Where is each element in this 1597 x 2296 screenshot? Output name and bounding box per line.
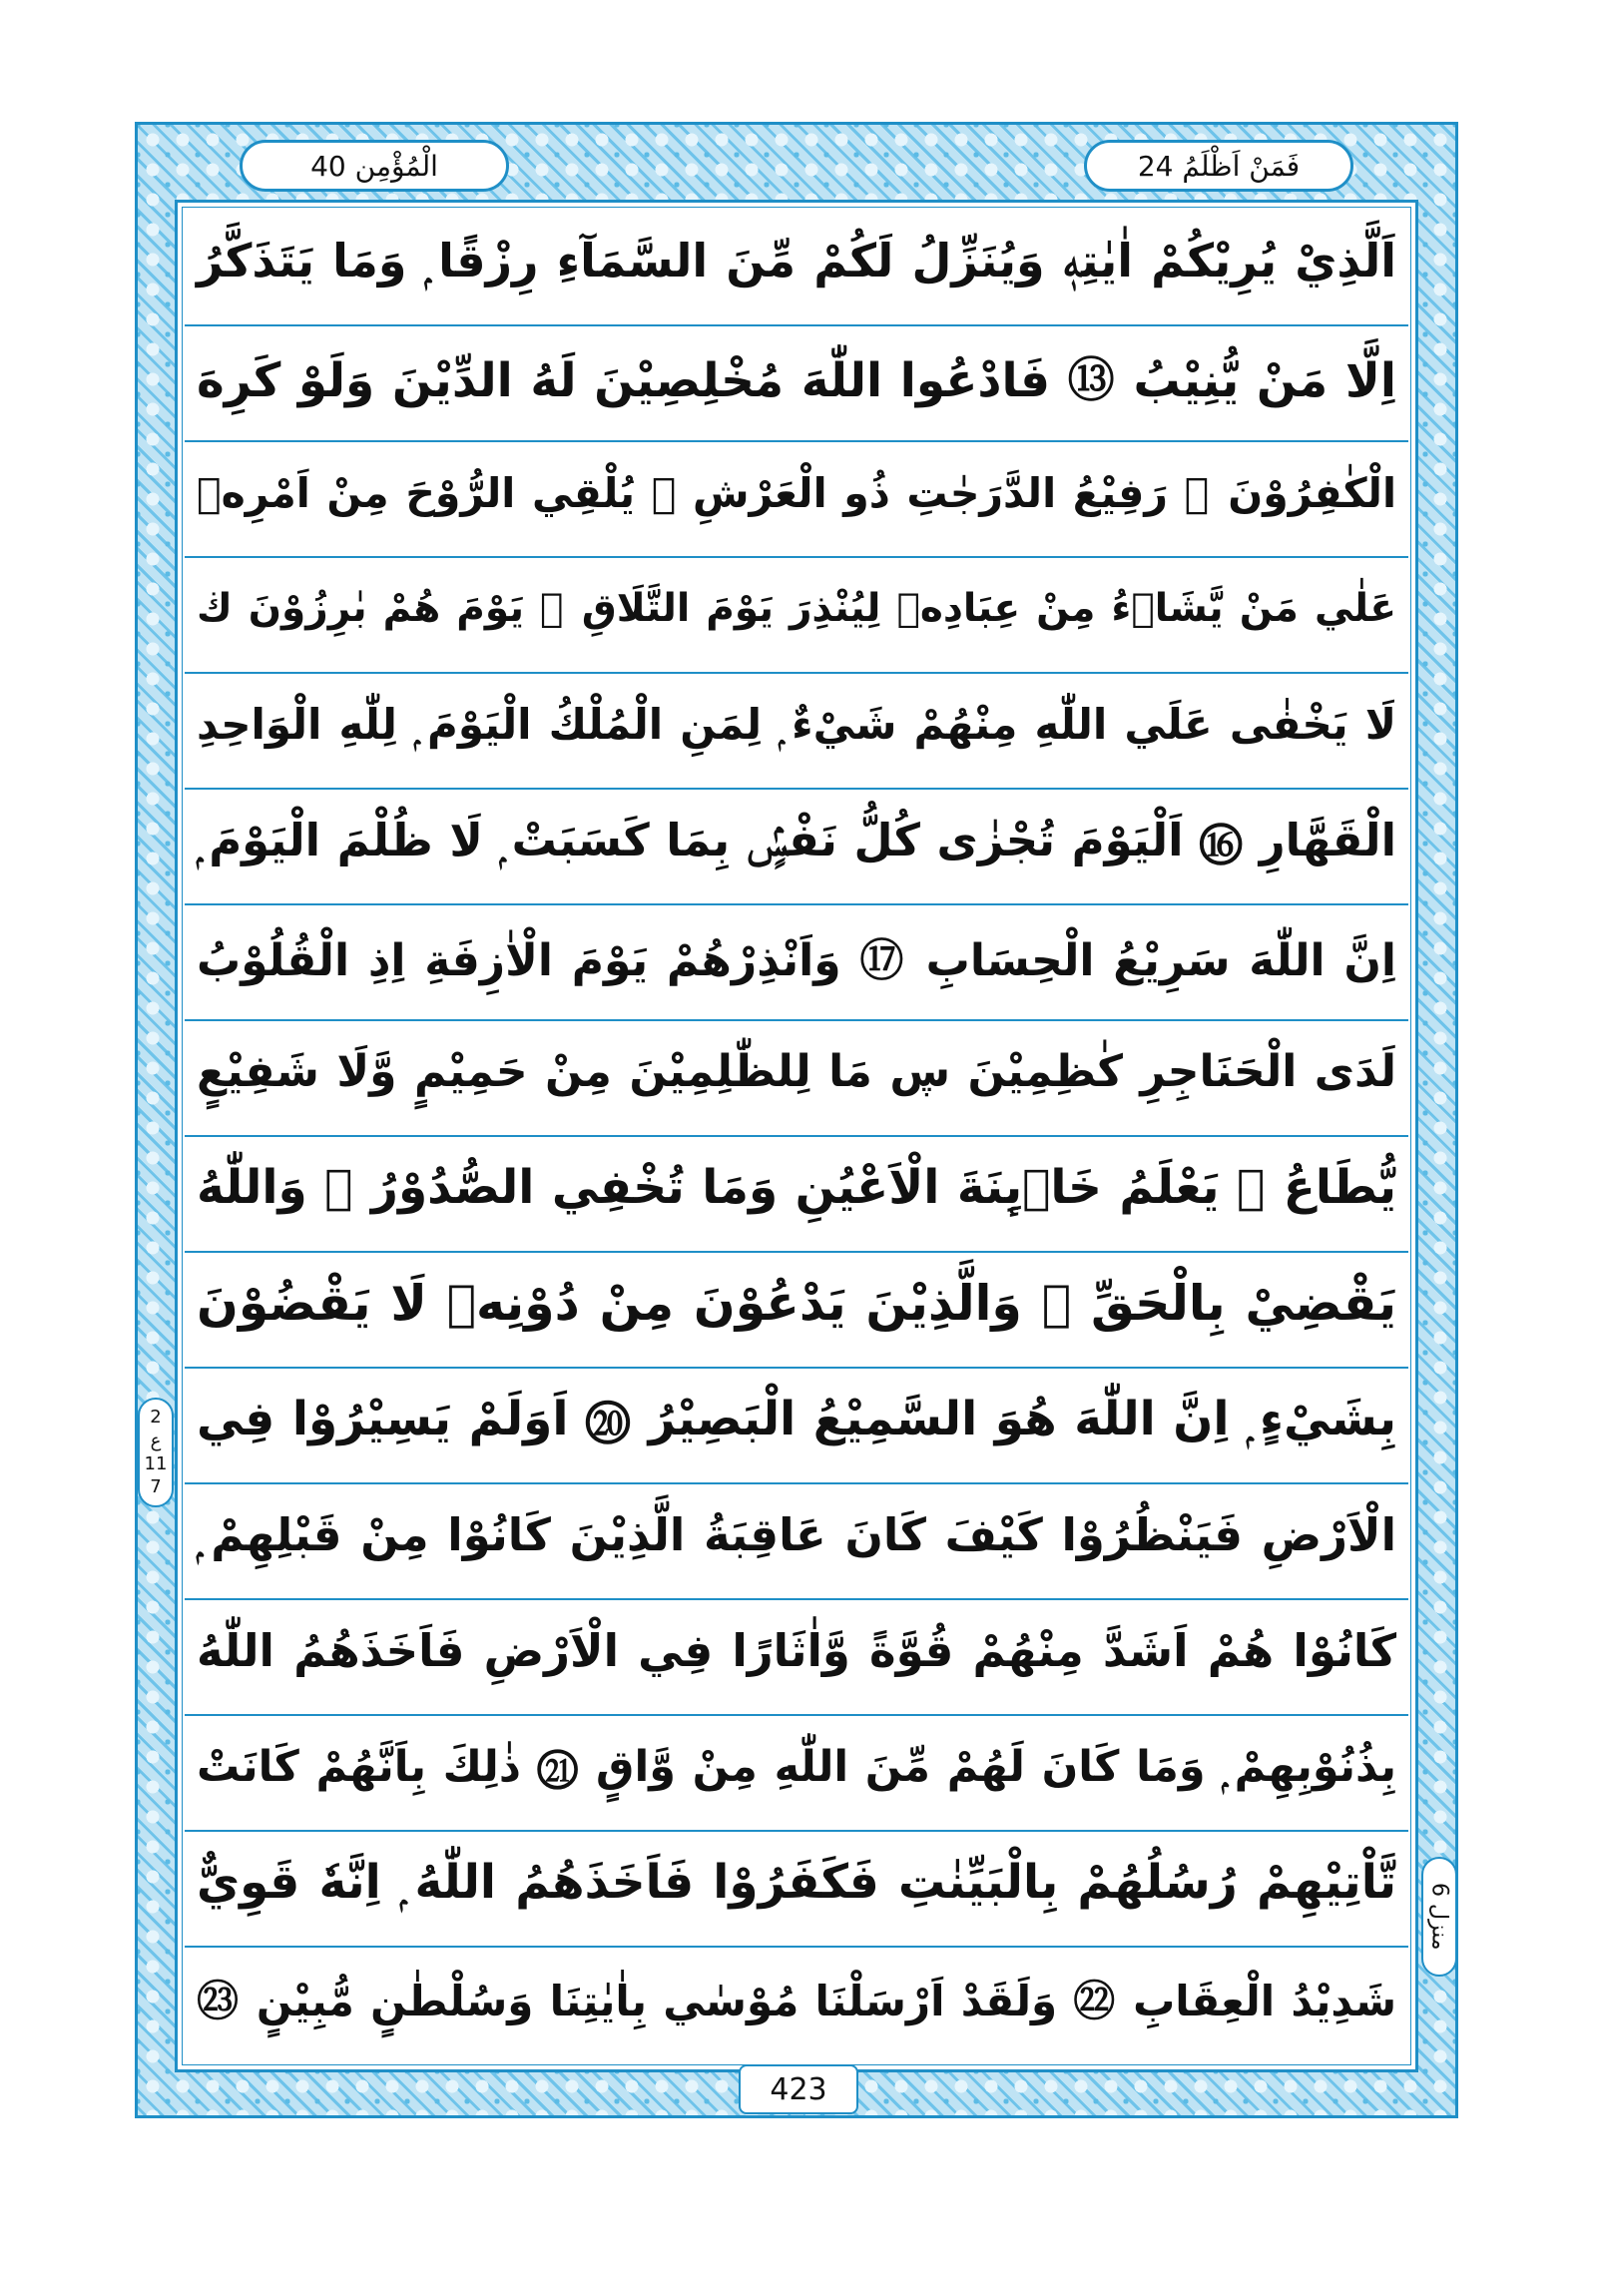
verse-line xyxy=(185,1368,1408,1470)
verse-line-text: لَدَى الْحَنَاجِرِ كٰظِمِيْنَ ڛ مَا لِلظّٰلِمِيْنَ مِنْ حَمِيْمٍ وَّلَا شَفِيْعٍ xyxy=(197,1046,1396,1097)
verse-line xyxy=(185,789,1408,891)
page-number xyxy=(739,2064,858,2114)
ruku-symbol: ع xyxy=(150,1430,162,1451)
verse-line-text: يَقْضِيْ بِالْحَقِّ ۭ وَالَّذِيْنَ يَدْعُوْنَ مِنْ دُوْنِهٖ لَا يَقْضُوْنَ xyxy=(197,1275,1396,1332)
verse-line xyxy=(185,325,1408,428)
verse-line xyxy=(185,1483,1408,1586)
juz-name-plaque xyxy=(1084,140,1353,192)
verse-line-text: اِلَّا مَنْ يُّنِيْبُ ⑬ فَادْعُوا اللّٰهَ مُخْلِصِيْنَ لَهُ الدِّيْنَ وَلَوْ كَرِهَ xyxy=(197,353,1396,408)
verse-line xyxy=(185,1136,1408,1239)
verse-line-text: شَدِيْدُ الْعِقَابِ ㉒ وَلَقَدْ اَرْسَلْنَا مُوْسٰي بِاٰيٰتِنَا وَسُلْطٰنٍ مُّبِيْنٍ ㉓ xyxy=(197,1976,1396,2025)
verse-line-text: اِنَّ اللّٰهَ سَرِيْعُ الْحِسَابِ ⑰ وَاَنْذِرْهُمْ يَوْمَ الْاٰزِفَةِ اِذِ الْقُلُوْبُ xyxy=(197,934,1396,986)
verse-line xyxy=(185,1947,1408,2049)
manzil-label: منزل 6 xyxy=(1426,1883,1452,1951)
verse-line-text: تَّاْتِيْهِمْ رُسُلُهُمْ بِالْبَيِّنٰتِ فَكَفَرُوْا فَاَخَذَهُمُ اللّٰهُ ۭ اِنَّهٗ قَوِيٌّ xyxy=(197,1854,1396,1910)
verse-line-text: كَانُوْا هُمْ اَشَدَّ مِنْهُمْ قُوَّةً وَّاٰثَارًا فِي الْاَرْضِ فَاَخَذَهُمُ اللّٰهُ xyxy=(197,1624,1396,1677)
verse-lines xyxy=(185,210,1408,2062)
verse-line-text: يُّطَاعُ ⑱ يَعْلَمُ خَاۗىِٕنَةَ الْاَعْيُنِ وَمَا تُخْفِي الصُّدُوْرُ ⑲ وَاللّٰهُ xyxy=(197,1160,1396,1215)
verse-line xyxy=(185,441,1408,544)
verse-line xyxy=(185,210,1408,312)
page-header xyxy=(175,140,1418,196)
verse-line-text: اَلَّذِيْ يُرِيْكُمْ اٰيٰتِهٖ وَيُنَزِّلُ لَكُمْ مِّنَ السَّمَآءِ رِزْقًا ۭ وَمَا يَتَذَكَّرُ xyxy=(197,233,1396,287)
verse-line xyxy=(185,1020,1408,1123)
verse-line xyxy=(185,1252,1408,1355)
verse-line-text: الْاَرْضِ فَيَنْظُرُوْا كَيْفَ كَانَ عَاقِبَةُ الَّذِيْنَ كَانُوْا مِنْ قَبْلِهِمْ ۭ xyxy=(197,1507,1396,1561)
verse-line xyxy=(185,673,1408,776)
ruku-top-number: 2 xyxy=(150,1407,162,1429)
verse-line-text: بِذُنُوْبِهِمْ ۭ وَمَا كَانَ لَهُمْ مِّنَ اللّٰهِ مِنْ وَّاقٍ ㉑ ذٰلِكَ بِاَنَّهُمْ كَانَتْ xyxy=(197,1741,1396,1792)
ruku-bottom-number: 7 xyxy=(150,1476,162,1498)
manzil-marker xyxy=(1421,1857,1457,1977)
page-number-text: 423 xyxy=(770,2071,827,2107)
verse-line-text: الْقَهَّارِ ⑯ اَلْيَوْمَ تُجْزٰى كُلُّ نَفْسٍۢ بِمَا كَسَبَتْ ۭ لَا ظُلْمَ الْيَوْمَ ۭ xyxy=(197,813,1396,866)
ruku-middle-number: 11 xyxy=(144,1453,168,1474)
verse-line-text: لَا يَخْفٰى عَلَي اللّٰهِ مِنْهُمْ شَيْءٌ ۭ لِمَنِ الْمُلْكُ الْيَوْمَ ۭ لِلّٰهِ الْوَاحِدِ xyxy=(197,699,1396,749)
verse-line xyxy=(185,1715,1408,1818)
verse-line-text: الْكٰفِرُوْنَ ⑭ رَفِيْعُ الدَّرَجٰتِ ذُو الْعَرْشِ ۚ يُلْقِي الرُّوْحَ مِنْ اَمْرِهٖ xyxy=(197,468,1396,517)
surah-name-plaque xyxy=(240,140,509,192)
verse-line xyxy=(185,1599,1408,1702)
verse-line-text: عَلٰي مَنْ يَّشَاۗءُ مِنْ عِبَادِهٖ لِيُنْذِرَ يَوْمَ التَّلَاقِ ⑮ يَوْمَ هُمْ بٰرِزُوْنَ ڬ xyxy=(197,586,1396,631)
surah-label: الْمُؤْمِن 40 xyxy=(310,149,438,183)
ruku-marker xyxy=(138,1398,174,1507)
verse-line xyxy=(185,557,1408,660)
verse-line xyxy=(185,1831,1408,1934)
juz-label: فَمَنْ اَظْلَمُ 24 xyxy=(1137,149,1301,183)
verse-line xyxy=(185,904,1408,1007)
verse-line-text: بِشَيْءٍ ۭ اِنَّ اللّٰهَ هُوَ السَّمِيْعُ الْبَصِيْرُ ⑳ اَوَلَمْ يَسِيْرُوْا فِي xyxy=(197,1391,1396,1446)
